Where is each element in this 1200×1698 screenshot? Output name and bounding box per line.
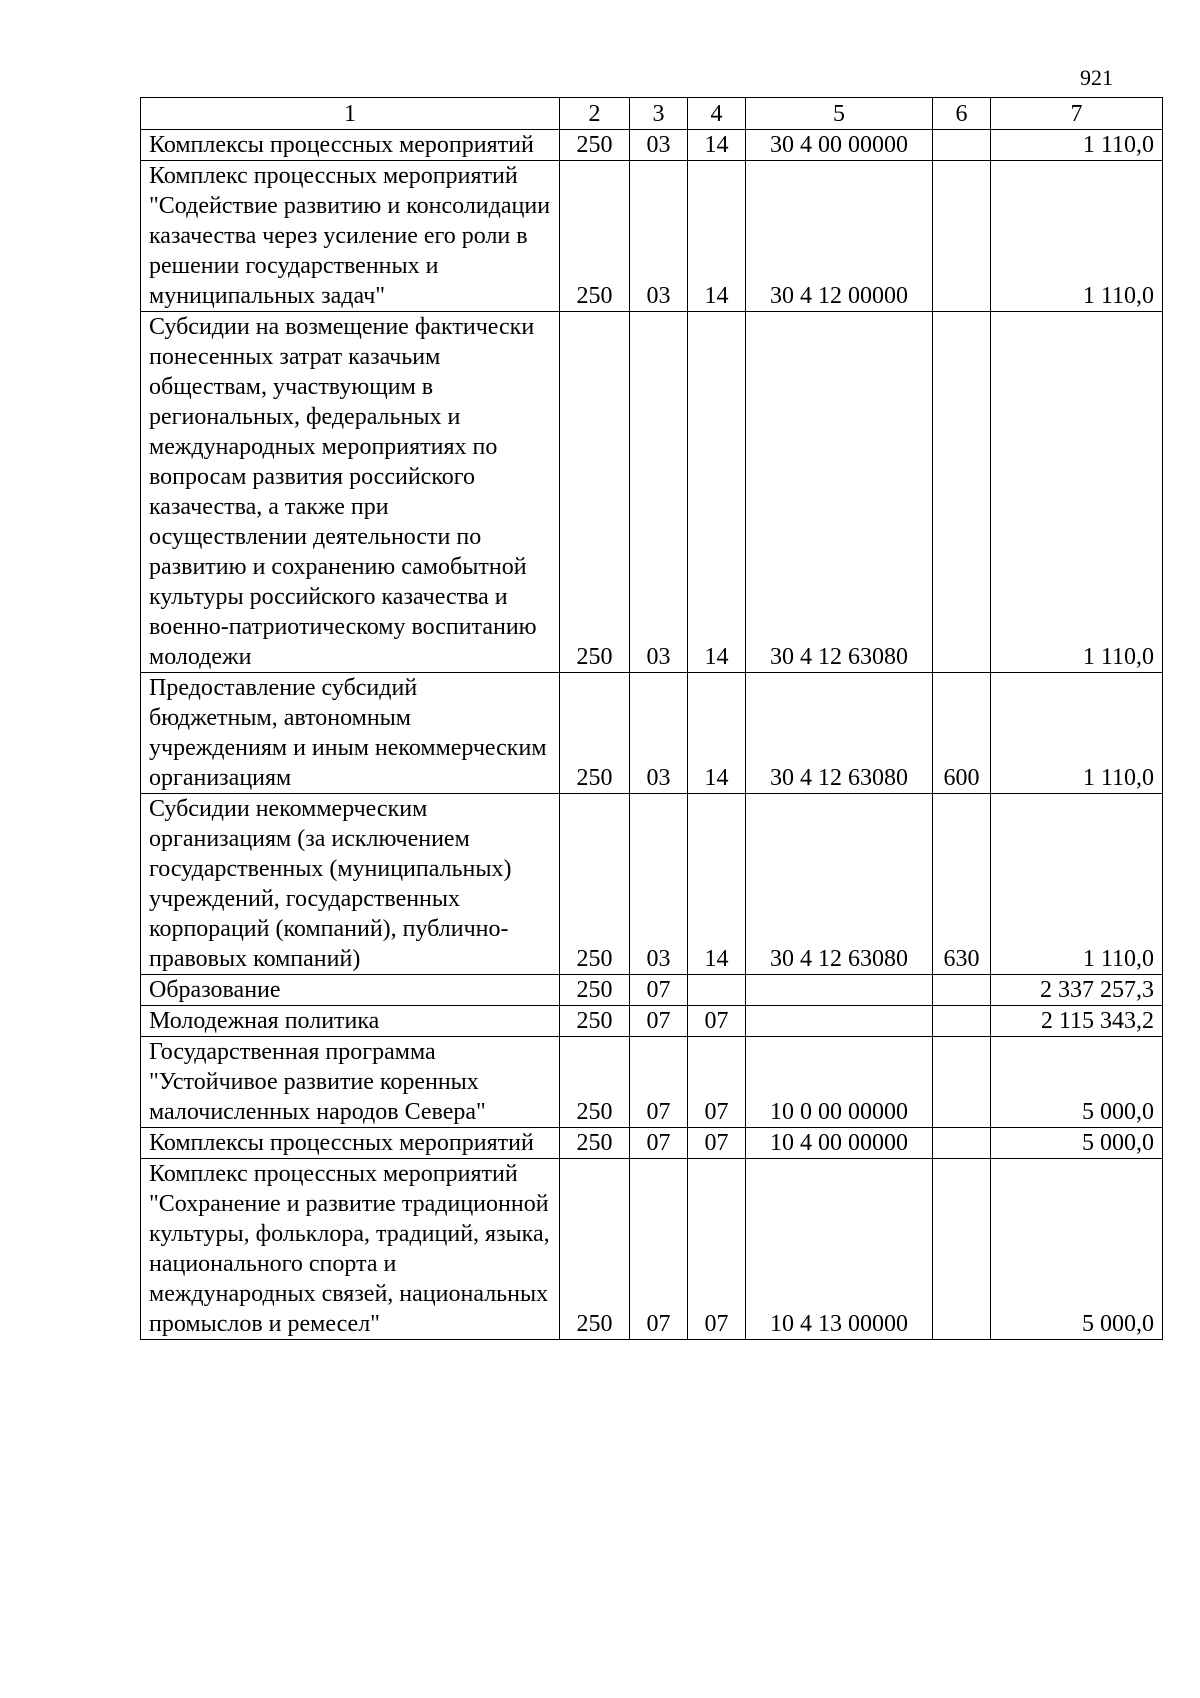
column-header-6: 6 xyxy=(933,98,991,130)
column-header-2: 2 xyxy=(560,98,630,130)
row-col6-cell xyxy=(933,1128,991,1159)
table-row xyxy=(141,1128,1163,1159)
row-col6-cell: 630 xyxy=(933,794,991,975)
column-header-5: 5 xyxy=(746,98,933,130)
row-amount-cell: 1 110,0 xyxy=(991,673,1163,794)
row-col3-cell: 03 xyxy=(630,312,688,673)
row-col2-cell: 250 xyxy=(560,312,630,673)
row-amount-cell: 1 110,0 xyxy=(991,130,1163,161)
row-col5-cell: 30 4 00 00000 xyxy=(746,130,933,161)
table-row xyxy=(141,1006,1163,1037)
row-col2-cell: 250 xyxy=(560,1159,630,1340)
row-amount-cell: 1 110,0 xyxy=(991,794,1163,975)
table-row xyxy=(141,312,1163,673)
row-name-cell: Молодежная политика xyxy=(141,1006,560,1037)
row-col4-cell xyxy=(688,975,746,1006)
row-col5-cell: 10 0 00 00000 xyxy=(746,1037,933,1128)
row-amount-cell: 2 115 343,2 xyxy=(991,1006,1163,1037)
row-col4-cell: 14 xyxy=(688,161,746,312)
row-col3-cell: 07 xyxy=(630,975,688,1006)
row-col2-cell: 250 xyxy=(560,1037,630,1128)
row-col4-cell: 07 xyxy=(688,1128,746,1159)
header-row xyxy=(141,98,1163,130)
row-col2-cell: 250 xyxy=(560,794,630,975)
page-number: 921 xyxy=(1080,65,1113,90)
row-col6-cell xyxy=(933,1037,991,1128)
row-col4-cell: 07 xyxy=(688,1037,746,1128)
row-name-cell: Комплекс процессных мероприятий "Сохранение и развитие традиционной культуры, фольклора, традиций, языка, национального спорта и международных связей, национальных промыслов и ремесел" xyxy=(141,1159,560,1340)
table-row xyxy=(141,1159,1163,1340)
row-name-cell: Комплексы процессных мероприятий xyxy=(141,130,560,161)
row-name-cell: Государственная программа "Устойчивое развитие коренных малочисленных народов Севера" xyxy=(141,1037,560,1128)
column-header-3: 3 xyxy=(630,98,688,130)
row-col2-cell: 250 xyxy=(560,673,630,794)
row-col3-cell: 07 xyxy=(630,1159,688,1340)
row-col5-cell: 10 4 13 00000 xyxy=(746,1159,933,1340)
row-col3-cell: 07 xyxy=(630,1006,688,1037)
row-name-cell: Комплекс процессных мероприятий "Содействие развитию и консолидации казачества через усиление его роли в решении государственных и муниципальных задач" xyxy=(141,161,560,312)
table-row xyxy=(141,673,1163,794)
row-col5-cell xyxy=(746,1006,933,1037)
row-col2-cell: 250 xyxy=(560,1006,630,1037)
row-name-cell: Субсидии на возмещение фактически понесенных затрат казачьим обществам, участвующим в региональных, федеральных и международных мероприятиях по вопросам развития российского казачества, а также при осуществлении деятельности по развитию и сохранению самобытной культуры российского казачества и военно-патриотическому воспитанию молодежи xyxy=(141,312,560,673)
row-col3-cell: 03 xyxy=(630,794,688,975)
row-col5-cell: 30 4 12 63080 xyxy=(746,312,933,673)
row-col6-cell xyxy=(933,312,991,673)
row-name-cell: Образование xyxy=(141,975,560,1006)
row-col4-cell: 07 xyxy=(688,1006,746,1037)
row-col5-cell xyxy=(746,975,933,1006)
row-col5-cell: 30 4 12 63080 xyxy=(746,794,933,975)
column-header-1: 1 xyxy=(141,98,560,130)
row-name-cell: Предоставление субсидий бюджетным, автономным учреждениям и иным некоммерческим организациям xyxy=(141,673,560,794)
row-amount-cell: 1 110,0 xyxy=(991,161,1163,312)
row-col4-cell: 14 xyxy=(688,673,746,794)
row-col5-cell: 30 4 12 63080 xyxy=(746,673,933,794)
row-col4-cell: 14 xyxy=(688,312,746,673)
row-col5-cell: 30 4 12 00000 xyxy=(746,161,933,312)
table-row xyxy=(141,1037,1163,1128)
row-amount-cell: 5 000,0 xyxy=(991,1128,1163,1159)
table-row xyxy=(141,161,1163,312)
table-row xyxy=(141,130,1163,161)
row-col4-cell: 07 xyxy=(688,1159,746,1340)
row-col3-cell: 03 xyxy=(630,130,688,161)
row-col5-cell: 10 4 00 00000 xyxy=(746,1128,933,1159)
row-col6-cell xyxy=(933,1159,991,1340)
column-header-4: 4 xyxy=(688,98,746,130)
row-col6-cell xyxy=(933,1006,991,1037)
row-amount-cell: 5 000,0 xyxy=(991,1159,1163,1340)
row-name-cell: Субсидии некоммерческим организациям (за исключением государственных (муниципальных) учреждений, государственных корпораций (компаний), публично-правовых компаний) xyxy=(141,794,560,975)
row-col4-cell: 14 xyxy=(688,794,746,975)
row-col4-cell: 14 xyxy=(688,130,746,161)
row-col3-cell: 03 xyxy=(630,673,688,794)
row-col2-cell: 250 xyxy=(560,1128,630,1159)
row-col2-cell: 250 xyxy=(560,130,630,161)
table-row xyxy=(141,975,1163,1006)
row-col2-cell: 250 xyxy=(560,161,630,312)
budget-table xyxy=(140,97,1163,1340)
row-amount-cell: 5 000,0 xyxy=(991,1037,1163,1128)
row-col6-cell: 600 xyxy=(933,673,991,794)
row-col3-cell: 07 xyxy=(630,1128,688,1159)
row-col3-cell: 07 xyxy=(630,1037,688,1128)
row-col6-cell xyxy=(933,130,991,161)
row-col3-cell: 03 xyxy=(630,161,688,312)
row-col6-cell xyxy=(933,161,991,312)
table-row xyxy=(141,794,1163,975)
row-col2-cell: 250 xyxy=(560,975,630,1006)
row-amount-cell: 2 337 257,3 xyxy=(991,975,1163,1006)
column-header-7: 7 xyxy=(991,98,1163,130)
row-col6-cell xyxy=(933,975,991,1006)
row-name-cell: Комплексы процессных мероприятий xyxy=(141,1128,560,1159)
row-amount-cell: 1 110,0 xyxy=(991,312,1163,673)
